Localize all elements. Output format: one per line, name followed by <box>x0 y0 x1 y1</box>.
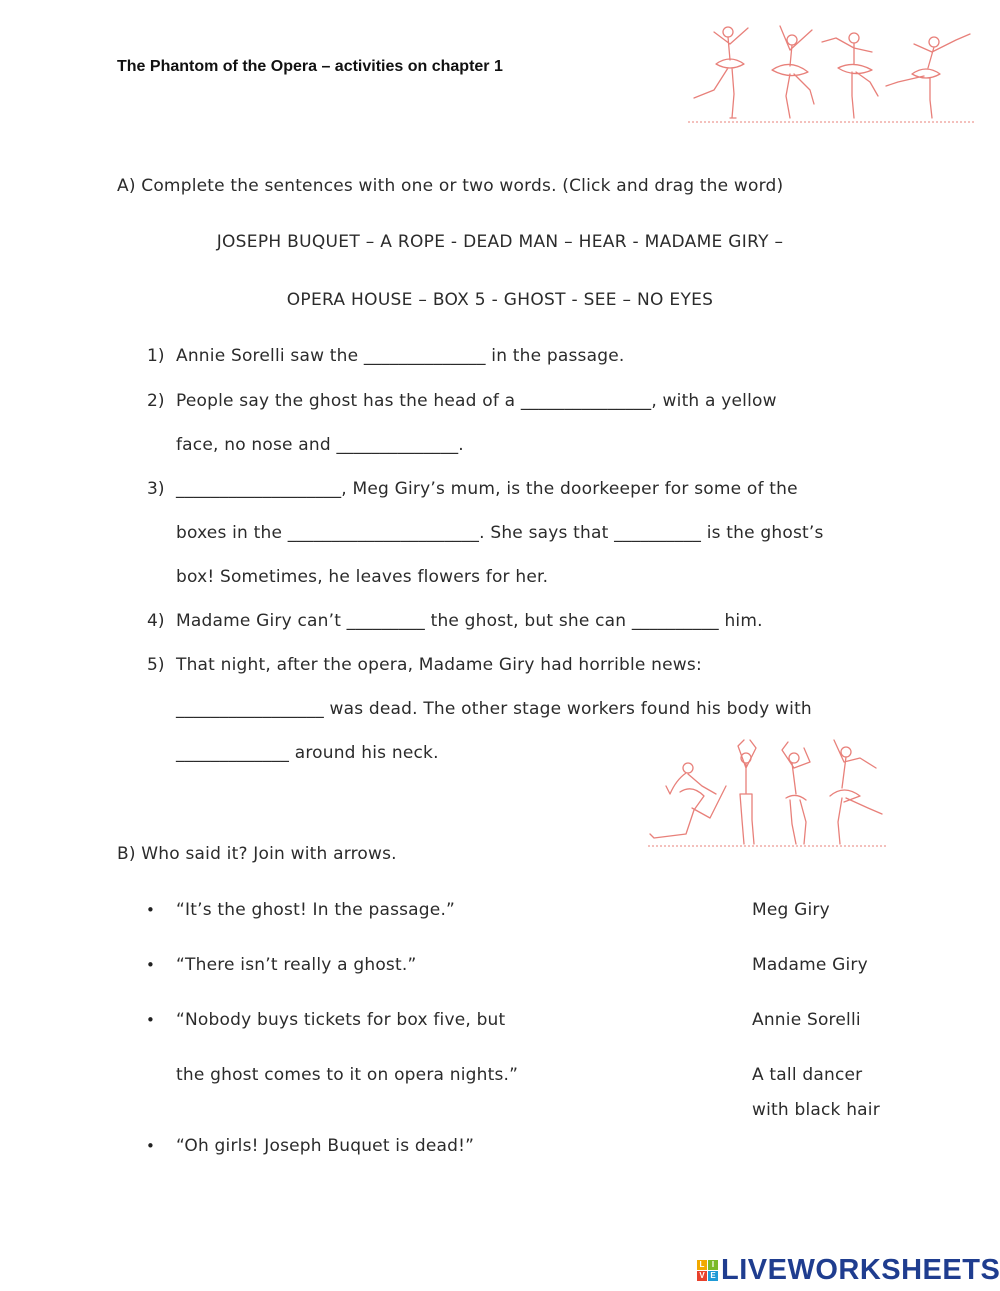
item-number: 2) <box>147 391 165 411</box>
item-3-line-2[interactable]: boxes in the ______________________. She says that __________ is the ghost’s <box>176 523 824 543</box>
item-2-line-2[interactable]: face, no nose and ______________. <box>176 435 464 455</box>
bullet-icon: • <box>146 901 155 919</box>
item-5-line-1: That night, after the opera, Madame Giry had horrible news: <box>176 655 702 675</box>
speaker-madame-giry[interactable]: Madame Giry <box>752 955 868 975</box>
quote-3-line-1[interactable]: “Nobody buys tickets for box five, but <box>176 1010 506 1030</box>
item-4-line-1[interactable]: Madame Giry can’t _________ the ghost, but she can __________ him. <box>176 611 763 631</box>
ballet-dancers-middle-illustration <box>646 738 888 850</box>
item-1-line-1[interactable]: Annie Sorelli saw the ______________ in the passage. <box>176 346 625 366</box>
section-a-instruction: A) Complete the sentences with one or two words. (Click and drag the word) <box>117 176 784 196</box>
logo-letter: V <box>697 1271 707 1281</box>
bullet-icon: • <box>146 956 155 974</box>
quote-1[interactable]: “It’s the ghost! In the passage.” <box>176 900 456 920</box>
logo-letter: L <box>697 1260 707 1270</box>
quote-4[interactable]: “Oh girls! Joseph Buquet is dead!” <box>176 1136 475 1156</box>
quote-2[interactable]: “There isn’t really a ghost.” <box>176 955 417 975</box>
speaker-meg-giry[interactable]: Meg Giry <box>752 900 830 920</box>
item-number: 5) <box>147 655 165 675</box>
logo-text: LIVEWORKSHEETS <box>721 1253 1000 1286</box>
item-3-line-1[interactable]: ___________________, Meg Giry’s mum, is the doorkeeper for some of the <box>176 479 798 499</box>
speaker-annie-sorelli[interactable]: Annie Sorelli <box>752 1010 861 1030</box>
item-number: 1) <box>147 346 165 366</box>
section-b-instruction: B) Who said it? Join with arrows. <box>117 844 397 864</box>
logo-letter: E <box>708 1271 718 1281</box>
item-number: 4) <box>147 611 165 631</box>
word-bank-line-2: OPERA HOUSE – BOX 5 - GHOST - SEE – NO EYES <box>286 290 714 310</box>
logo-mark-icon <box>697 1260 718 1281</box>
bullet-icon: • <box>146 1011 155 1029</box>
item-2-line-1[interactable]: People say the ghost has the head of a _______________, with a yellow <box>176 391 777 411</box>
item-3-line-3: box! Sometimes, he leaves flowers for her. <box>176 567 549 587</box>
item-5-line-2[interactable]: _________________ was dead. The other stage workers found his body with <box>176 699 812 719</box>
speaker-tall-dancer-line-1[interactable]: A tall dancer <box>752 1065 863 1085</box>
item-5-line-3[interactable]: _____________ around his neck. <box>176 743 439 763</box>
worksheet-title: The Phantom of the Opera – activities on chapter 1 <box>117 58 503 75</box>
bullet-icon: • <box>146 1137 155 1155</box>
ballet-dancers-top-illustration <box>686 20 976 126</box>
logo-letter: I <box>708 1260 718 1270</box>
liveworksheets-logo <box>697 1253 1000 1287</box>
item-number: 3) <box>147 479 165 499</box>
quote-3-line-2[interactable]: the ghost comes to it on opera nights.” <box>176 1065 519 1085</box>
speaker-tall-dancer-line-2[interactable]: with black hair <box>752 1100 880 1120</box>
word-bank-line-1: JOSEPH BUQUET – A ROPE - DEAD MAN – HEAR - MADAME GIRY – <box>216 232 784 252</box>
